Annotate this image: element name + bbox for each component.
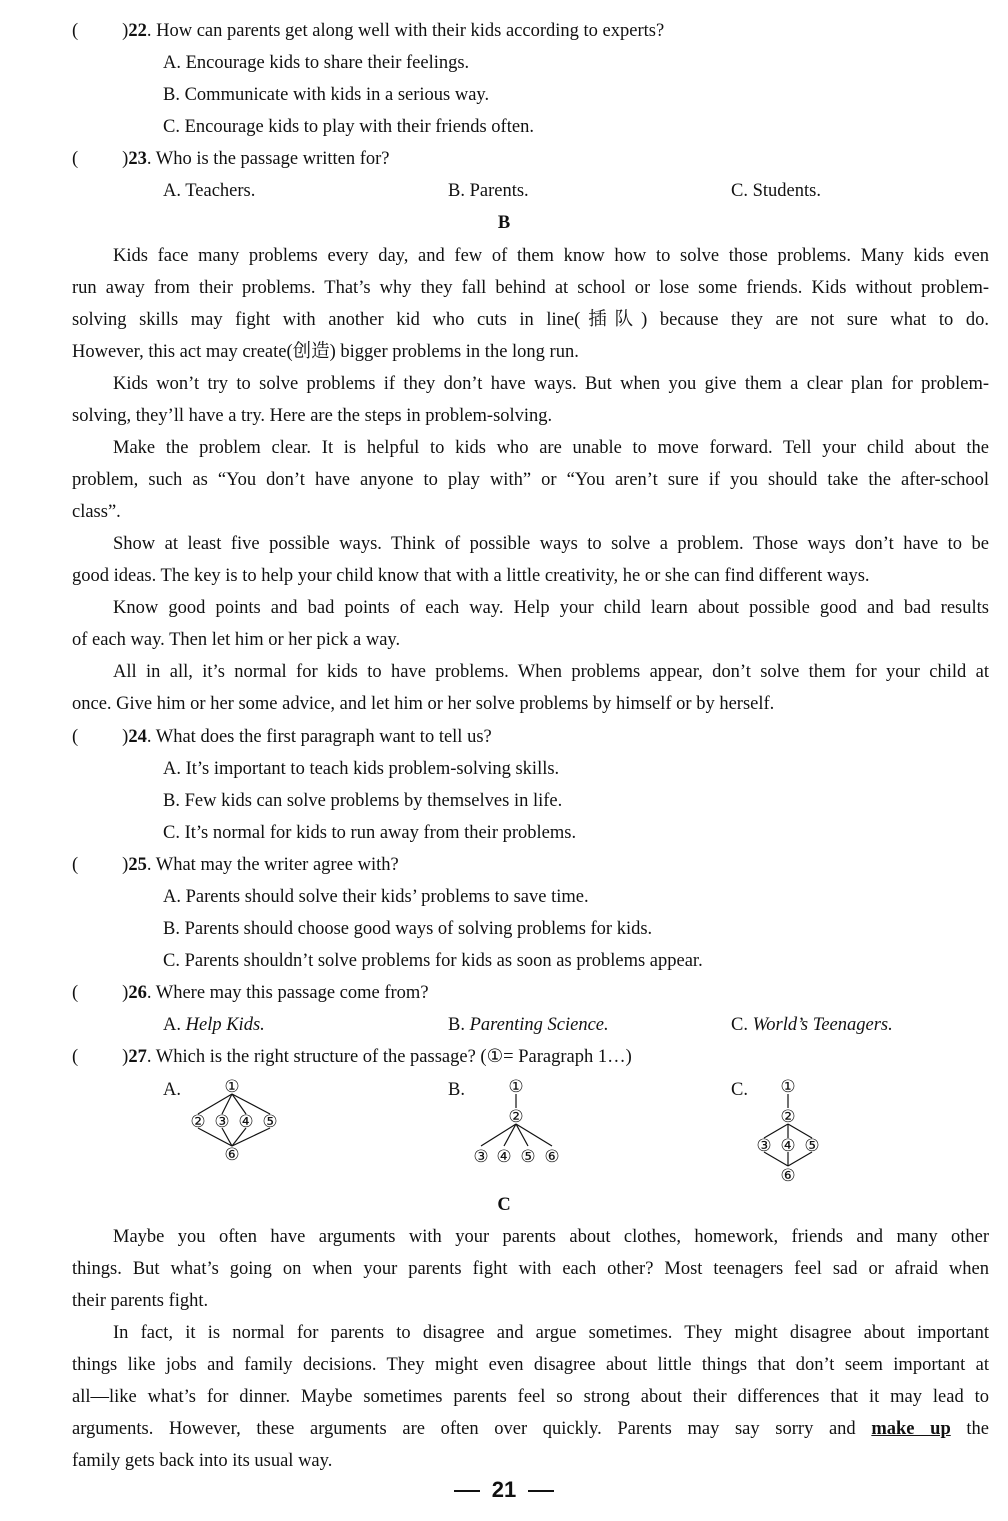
question-text: . What does the first paragraph want to tell us? — [146, 727, 492, 747]
section-heading-b: B — [497, 213, 511, 233]
option-24-c: C. It’s normal for kids to run away from their problems. — [163, 823, 577, 843]
passage-b-line: solving, they’ll have a try. Here are the steps in problem-solving. — [72, 406, 553, 426]
question-text: . Who is the passage written for? — [146, 149, 390, 169]
option-27-a-label: A. — [163, 1080, 181, 1100]
node-1: ① — [224, 1077, 240, 1097]
underlined-phrase: make up — [871, 1419, 951, 1439]
option-25-c: C. Parents shouldn’t solve problems for kids as soon as problems appear. — [163, 951, 703, 971]
node-2: ② — [190, 1112, 206, 1132]
question-text: . What may the writer agree with? — [146, 855, 399, 875]
node-1: ① — [508, 1077, 524, 1097]
answer-bracket-open: ( — [72, 1047, 79, 1067]
question-text: . Where may this passage come from? — [146, 983, 429, 1003]
passage-b-line: problem, such as “You don’t have anyone to play with” or “You aren’t sure if you should take the after-school — [72, 470, 989, 490]
node-4: ④ — [780, 1136, 796, 1156]
node-4: ④ — [496, 1147, 512, 1167]
option-27-c-label: C. — [731, 1080, 748, 1100]
node-5: ⑤ — [262, 1112, 278, 1132]
option-27-b-label: B. — [448, 1080, 465, 1100]
node-5: ⑤ — [804, 1136, 820, 1156]
passage-b-line: of each way. Then let him or her pick a way. — [72, 630, 401, 650]
node-6: ⑥ — [224, 1145, 240, 1165]
question-number: 26 — [128, 983, 147, 1003]
option-24-b: B. Few kids can solve problems by themselves in life. — [163, 791, 563, 811]
node-2: ② — [780, 1107, 796, 1127]
option-22-c: C. Encourage kids to play with their friends often. — [163, 117, 534, 137]
option-26-c — [731, 1014, 893, 1036]
answer-bracket-close: ) — [122, 855, 129, 875]
passage-b-line: good ideas. The key is to help your child know that with a little creativity, he or she can find different ways. — [72, 566, 870, 586]
passage-c-line: Maybe you often have arguments with your parents about clothes, homework, friends and many other — [113, 1227, 989, 1247]
question-number: 22 — [128, 21, 147, 41]
passage-b-line: Kids face many problems every day, and few of them know how to solve those problems. Many kids even — [113, 246, 989, 266]
option-24-a: A. It’s important to teach kids problem-solving skills. — [163, 759, 560, 779]
footer-dash-left — [454, 1490, 480, 1492]
page-number: 21 — [491, 1477, 517, 1502]
option-letter: C. — [731, 1015, 753, 1035]
question-number: 23 — [128, 149, 147, 169]
option-22-a: A. Encourage kids to share their feelings. — [163, 53, 470, 73]
structure-diagram-a — [180, 1074, 290, 1166]
answer-bracket-close: ) — [122, 983, 129, 1003]
option-letter: A. — [163, 1015, 186, 1035]
passage-b-line: run away from their problems. That’s why they fall behind at school or lose some friends. Kids without problem- — [72, 278, 989, 298]
passage-c-line: In fact, it is normal for parents to disagree and argue sometimes. They might disagree about important — [113, 1323, 989, 1343]
footer-dash-right — [528, 1490, 554, 1492]
page-footer — [0, 1477, 1008, 1503]
question-22 — [72, 20, 664, 42]
answer-bracket-close: ) — [122, 21, 129, 41]
passage-b-line: Make the problem clear. It is helpful to kids who are unable to move forward. Tell your child about the — [113, 438, 989, 458]
option-23-a: A. Teachers. — [163, 181, 256, 201]
answer-bracket-close: ) — [122, 149, 129, 169]
node-4: ④ — [238, 1112, 254, 1132]
node-6: ⑥ — [544, 1147, 560, 1167]
question-23 — [72, 148, 390, 170]
answer-bracket-open: ( — [72, 855, 79, 875]
option-letter: B. — [448, 1015, 470, 1035]
passage-b-line: solving skills may fight with another kid who cuts in line(插队) because they are not sure what to do. — [72, 310, 989, 330]
question-27 — [72, 1046, 632, 1068]
passage-b-line: Know good points and bad points of each way. Help your child learn about possible good and bad results — [113, 598, 989, 618]
question-number: 24 — [128, 727, 147, 747]
passage-c-line: things. But what’s going on when your parents fight with each other? Most teenagers feel sad or afraid when — [72, 1259, 989, 1279]
passage-b-line: Show at least five possible ways. Think of possible ways to solve a problem. Those ways don’t have to be — [113, 534, 989, 554]
option-22-b: B. Communicate with kids in a serious way. — [163, 85, 490, 105]
answer-bracket-open: ( — [72, 149, 79, 169]
passage-text: arguments. However, these arguments are often over quickly. Parents may say sorry and — [72, 1419, 856, 1439]
passage-c-line: their parents fight. — [72, 1291, 209, 1311]
option-25-b: B. Parents should choose good ways of solving problems for kids. — [163, 919, 653, 939]
option-title: World’s Teenagers. — [752, 1015, 893, 1035]
answer-bracket-open: ( — [72, 727, 79, 747]
option-25-a: A. Parents should solve their kids’ problems to save time. — [163, 887, 589, 907]
node-5: ⑤ — [520, 1147, 536, 1167]
structure-diagram-b — [464, 1074, 574, 1170]
question-text: . How can parents get along well with their kids according to experts? — [146, 21, 665, 41]
question-25 — [72, 854, 399, 876]
answer-bracket-close: ) — [122, 1047, 129, 1067]
passage-b-line: once. Give him or her some advice, and let him or her solve problems by himself or by herself. — [72, 694, 775, 714]
option-title: Parenting Science. — [469, 1015, 609, 1035]
question-24 — [72, 726, 492, 748]
answer-bracket-open: ( — [72, 983, 79, 1003]
passage-c-line — [72, 1418, 989, 1440]
option-26-a — [163, 1014, 265, 1036]
answer-bracket-close: ) — [122, 727, 129, 747]
passage-b-line: Kids won’t try to solve problems if they don’t have ways. But when you give them a clear plan for problem- — [113, 374, 989, 394]
option-23-c: C. Students. — [731, 181, 821, 201]
node-3: ③ — [473, 1147, 489, 1167]
passage-c-line: things like jobs and family decisions. They might even disagree about little things that don’t seem important at — [72, 1355, 989, 1375]
question-number: 25 — [128, 855, 147, 875]
passage-b-line: class”. — [72, 502, 121, 522]
structure-diagram-c — [748, 1074, 828, 1186]
passage-b-line: All in all, it’s normal for kids to have problems. When problems appear, don’t solve them for your child at — [113, 662, 989, 682]
section-heading-c: C — [497, 1195, 511, 1215]
option-26-b — [448, 1014, 609, 1036]
passage-text: the — [966, 1419, 989, 1439]
question-text: . Which is the right structure of the passage? (①= Paragraph 1…) — [146, 1047, 632, 1067]
question-26 — [72, 982, 429, 1004]
answer-bracket-open: ( — [72, 21, 79, 41]
node-6: ⑥ — [780, 1166, 796, 1186]
node-3: ③ — [214, 1112, 230, 1132]
node-3: ③ — [756, 1136, 772, 1156]
option-23-b: B. Parents. — [448, 181, 529, 201]
passage-c-line: all—like what’s for dinner. Maybe sometimes parents feel so strong about their differences that it may lead to — [72, 1387, 989, 1407]
passage-c-line: family gets back into its usual way. — [72, 1451, 333, 1471]
option-title: Help Kids. — [185, 1015, 265, 1035]
passage-b-line: However, this act may create(创造) bigger problems in the long run. — [72, 342, 579, 362]
node-2: ② — [508, 1107, 524, 1127]
question-number: 27 — [128, 1047, 147, 1067]
node-1: ① — [780, 1077, 796, 1097]
